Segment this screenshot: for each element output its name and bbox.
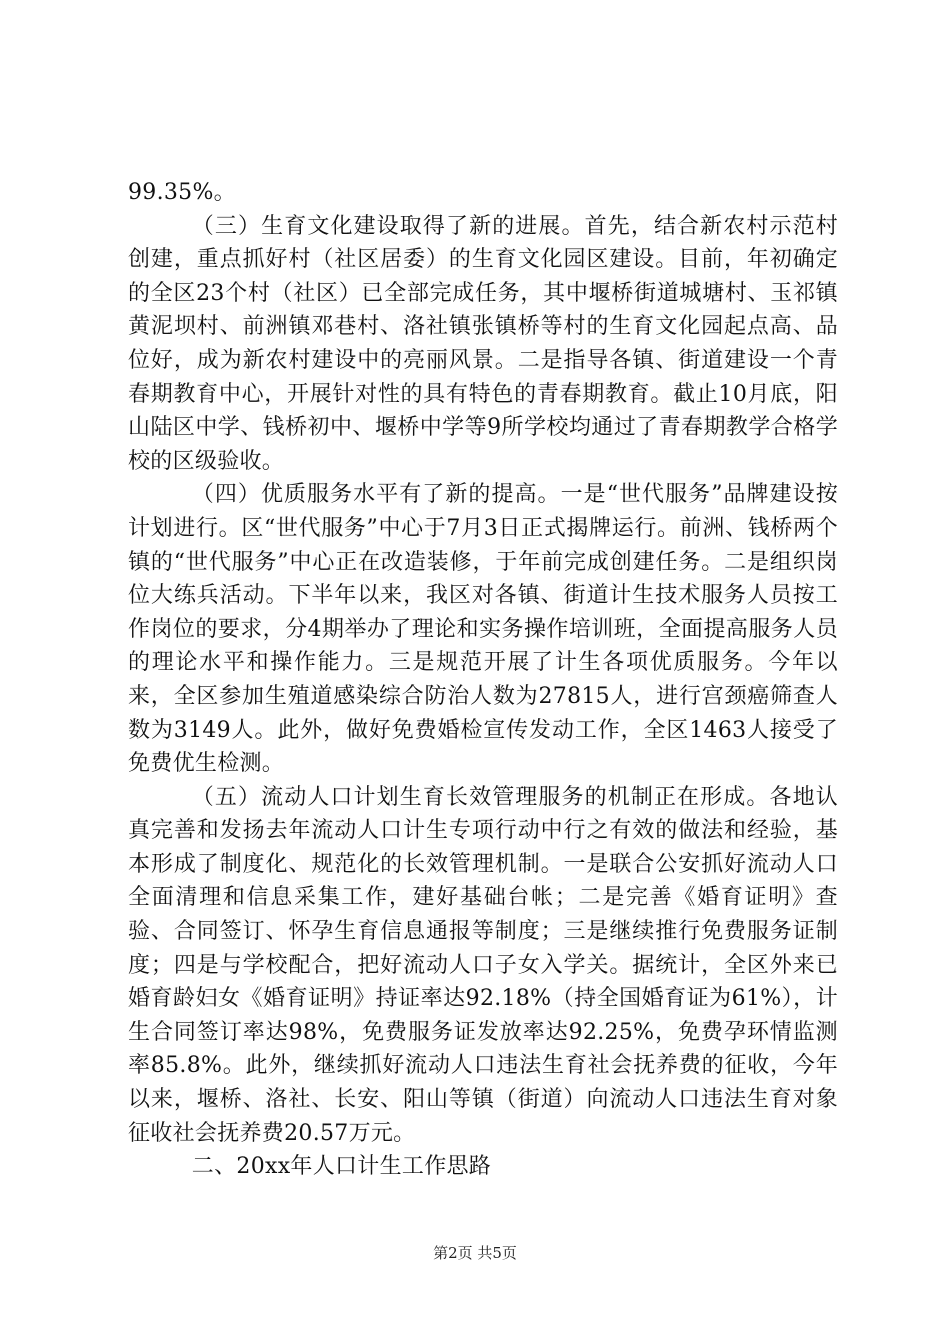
document-body [128,176,838,1184]
paragraph-section-3: （三）生育文化建设取得了新的进展。首先，结合新农村示范村创建，重点抓好村（社区居委）的生育文化园区建设。目前，年初确定的全区23个村（社区）已全部完成任务，其中堰桥街道城塘村、玉祁镇黄泥坝村、前洲镇邓巷村、洛社镇张镇桥等村的生育文化园起点高、品位好，成为新农村建设中的亮丽风景。二是指导各镇、街道建设一个青春期教育中心，开展针对性的具有特色的青春期教育。截止10月底，阳山陆区中学、钱桥初中、堰桥中学等9所学校均通过了青春期教学合格学校的区级验收。 [128,213,838,474]
paragraph-section-5: （五）流动人口计划生育长效管理服务的机制正在形成。各地认真完善和发扬去年流动人口计生专项行动中行之有效的做法和经验，基本形成了制度化、规范化的长效管理机制。一是联合公安抓好流动人口全面清理和信息采集工作，建好基础台帐；二是完善《婚育证明》查验、合同签订、怀孕生育信息通报等制度；三是继续推行免费服务证制度；四是与学校配合，把好流动人口子女入学关。据统计，全区外来已婚育龄妇女《婚育证明》持证率达92.18%（持全国婚育证为61%），计生合同签订率达98%，免费服务证发放率达92.25%，免费孕环情监测率85.8%。此外，继续抓好流动人口违法生育社会抚养费的征收，今年以来，堰桥、洛社、长安、阳山等镇（街道）向流动人口违法生育对象征收社会抚养费20.57万元。 [128,784,838,1146]
paragraph-continuation: 99.35%。 [128,180,236,205]
section-heading: 二、20xx年人口计生工作思路 [191,1154,492,1180]
paragraph-section-4: （四）优质服务水平有了新的提高。一是“世代服务”品牌建设按计划进行。区“世代服务”中心于7月3日正式揭牌运行。前洲、钱桥两个镇的“世代服务”中心正在改造装修，于年前完成创建任务。二是组织岗位大练兵活动。下半年以来，我区对各镇、街道计生技术服务人员按工作岗位的要求，分4期举办了理论和实务操作培训班，全面提高服务人员的理论水平和操作能力。三是规范开展了计生各项优质服务。今年以来，全区参加生殖道感染综合防治人数为27815人，进行宫颈癌筛查人数为3149人。此外，做好免费婚检宣传发动工作，全区1463人接受了免费优生检测。 [128,482,838,777]
page-number-footer: 第2页 共5页 [433,1244,517,1262]
